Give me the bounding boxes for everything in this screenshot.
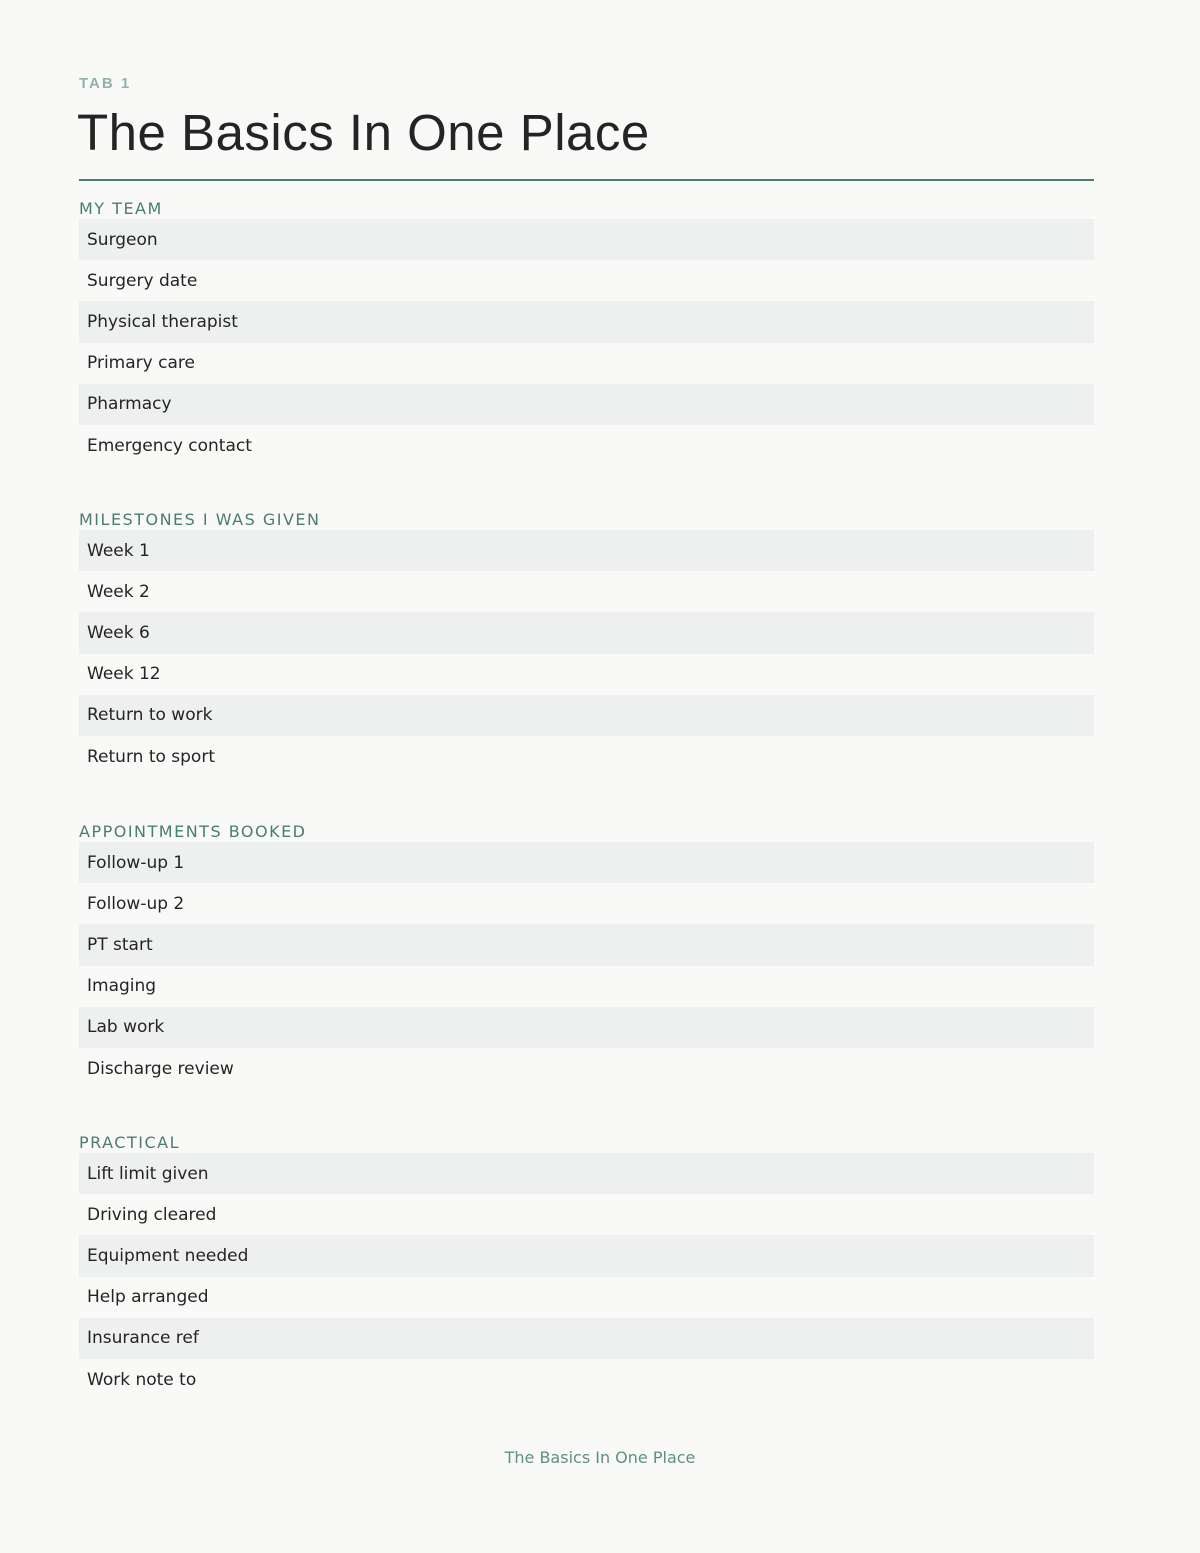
field-row[interactable] [79,1048,1094,1089]
field-list [79,1153,1094,1400]
field-row[interactable] [79,219,1094,260]
field-label: Return to work [87,705,213,726]
field-label: Emergency contact [87,435,252,456]
field-label: Physical therapist [87,311,238,332]
field-label: Lift limit given [87,1163,209,1184]
field-list [79,842,1094,1089]
field-label: Lab work [87,1017,165,1038]
field-row[interactable] [79,924,1094,965]
field-label: Surgery date [87,270,198,291]
field-label: Return to sport [87,746,215,767]
field-list [79,530,1094,777]
field-row[interactable] [79,612,1094,653]
section-heading: MILESTONES I WAS GIVEN [79,510,321,529]
field-label: PT start [87,934,153,955]
field-row[interactable] [79,1194,1094,1235]
field-label: Follow-up 2 [87,893,185,914]
field-label: Insurance ref [87,1328,199,1349]
page-title: The Basics In One Place [77,104,650,161]
field-row[interactable] [79,842,1094,883]
field-row[interactable] [79,343,1094,384]
section-heading: MY TEAM [79,199,163,218]
field-label: Equipment needed [87,1245,249,1266]
field-label: Week 2 [87,581,150,602]
field-row[interactable] [79,1153,1094,1194]
field-row[interactable] [79,1359,1094,1400]
field-row[interactable] [79,1235,1094,1276]
page-footer: The Basics In One Place [504,1448,696,1467]
field-list [79,219,1094,466]
field-label: Week 1 [87,540,150,561]
field-row[interactable] [79,695,1094,736]
section-heading: APPOINTMENTS BOOKED [79,822,307,841]
field-row[interactable] [79,260,1094,301]
field-row[interactable] [79,883,1094,924]
field-row[interactable] [79,966,1094,1007]
field-label: Pharmacy [87,394,172,415]
field-label: Primary care [87,353,195,374]
field-row[interactable] [79,530,1094,571]
field-label: Surgeon [87,229,158,250]
field-row[interactable] [79,736,1094,777]
field-row[interactable] [79,1318,1094,1359]
field-row[interactable] [79,1277,1094,1318]
section-milestones [79,510,1094,777]
section-practical [79,1133,1094,1400]
field-label: Driving cleared [87,1204,217,1225]
field-label: Discharge review [87,1058,234,1079]
field-label: Follow-up 1 [87,852,185,873]
field-label: Week 6 [87,622,150,643]
field-row[interactable] [79,571,1094,612]
field-label: Week 12 [87,664,161,685]
field-row[interactable] [79,301,1094,342]
field-row[interactable] [79,1007,1094,1048]
field-row[interactable] [79,425,1094,466]
field-label: Help arranged [87,1287,209,1308]
section-my-team [79,199,1094,466]
section-appointments [79,822,1094,1089]
field-label: Imaging [87,976,157,997]
field-label: Work note to [87,1369,197,1390]
field-row[interactable] [79,384,1094,425]
tab-label: TAB 1 [79,75,132,92]
section-heading: PRACTICAL [79,1133,180,1152]
field-row[interactable] [79,654,1094,695]
title-divider [79,179,1094,181]
